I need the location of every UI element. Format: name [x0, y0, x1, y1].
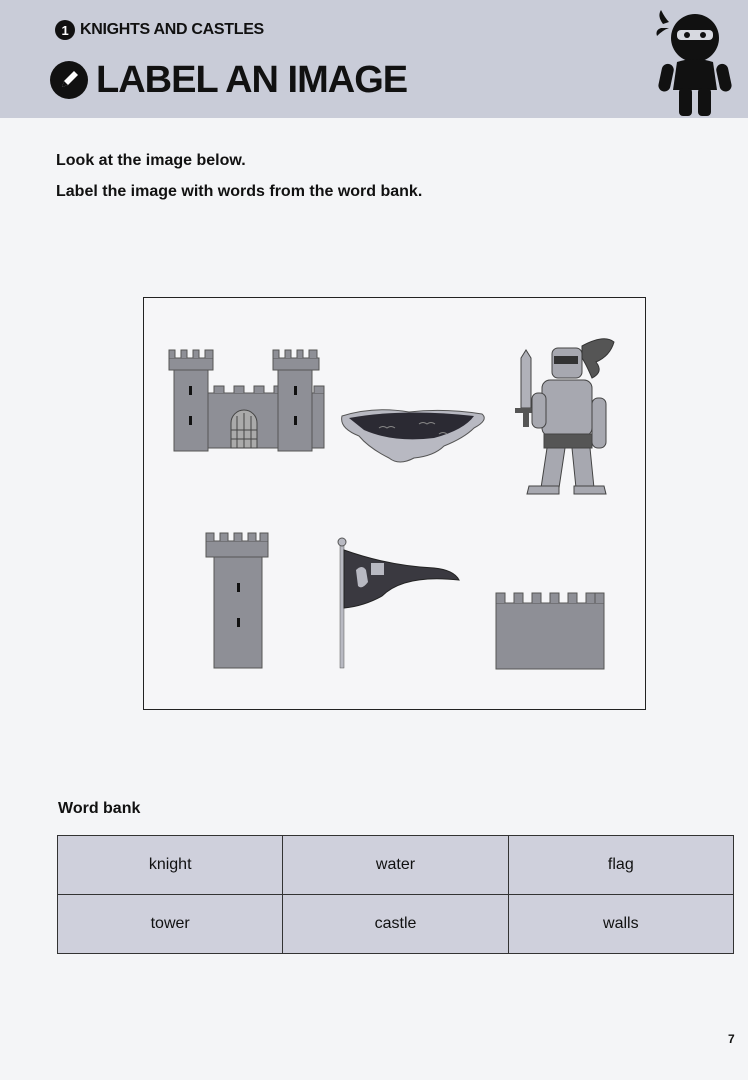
illustration-panel — [143, 297, 646, 710]
word-bank-table — [57, 835, 734, 954]
word-cell: water — [283, 836, 508, 895]
pencil-icon — [50, 61, 88, 99]
chapter-heading — [55, 18, 264, 42]
water-illustration — [342, 410, 485, 462]
word-cell: flag — [508, 836, 733, 895]
page-title: LABEL AN IMAGE — [96, 58, 408, 101]
chapter-title: KNIGHTS AND CASTLES — [80, 21, 264, 38]
walls-illustration — [496, 593, 604, 669]
tower-illustration — [206, 533, 268, 668]
page-title-row — [50, 56, 407, 104]
ninja-mascot-icon — [655, 6, 735, 118]
knight-illustration — [515, 339, 614, 494]
page-number: 7 — [728, 1032, 735, 1046]
word-bank-title: Word bank — [58, 800, 141, 817]
word-cell: castle — [283, 895, 508, 954]
word-cell: knight — [58, 836, 283, 895]
table-row — [58, 836, 734, 895]
word-cell: tower — [58, 895, 283, 954]
instruction-line-1: Look at the image below. — [56, 152, 246, 169]
chapter-number-badge: 1 — [55, 20, 75, 40]
illustration-svg — [144, 298, 644, 708]
flag-illustration — [338, 538, 459, 668]
word-cell: walls — [508, 895, 733, 954]
instruction-line-2: Label the image with words from the word bank. — [56, 183, 423, 200]
castle-illustration — [169, 350, 324, 451]
table-row — [58, 895, 734, 954]
